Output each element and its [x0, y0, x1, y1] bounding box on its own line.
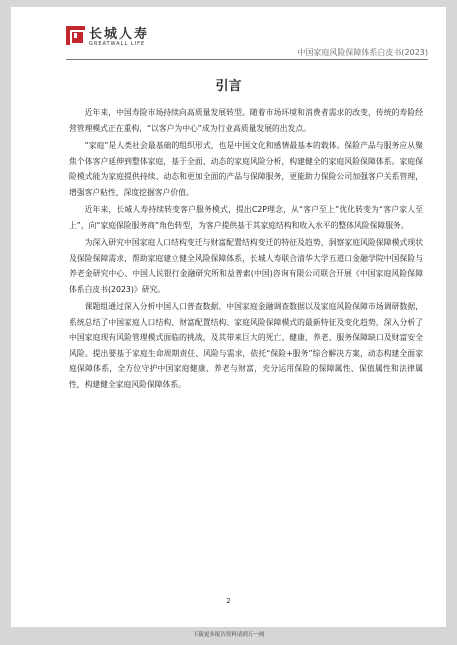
- header-divider: [66, 59, 428, 60]
- paragraph-1: 近年来，中国寿险市场持续向高质量发展转型。随着市场环境和消费者需求的改变，传统的寿险经营管理模式正在重构，“以客户为中心”成为行业高质量发展的出发点。: [69, 108, 423, 133]
- logo-chinese-text: 长城人寿: [89, 27, 150, 42]
- page-number: 2: [226, 597, 231, 605]
- great-wall-logo-icon: [66, 26, 85, 45]
- logo-english-text: GREATWALL LIFE: [89, 41, 146, 47]
- section-title: 引言: [215, 79, 242, 94]
- page-header: [11, 7, 446, 57]
- document-page: [11, 7, 446, 627]
- header-document-title: 中国家庭风险保障体系白皮书(2023): [297, 48, 428, 57]
- paragraph-2: “家庭”是人类社会最基础的组织形式，也是中国文化和感情最基本的载体。保险产品与服务应从聚焦个体客户延伸到整体家庭，基于全面、动态的家庭风险分析，构建健全的家庭风险保障体系。家庭保险模式能为家庭提供持续、动态和更加全面的产品与保障服务，更能助力保险公司加强客户关系管理，增强客户粘性，深度挖掘客户价值。: [69, 141, 423, 197]
- download-footer-note: 下载更多报告资料请到万一网: [192, 632, 265, 638]
- body-text: [69, 105, 423, 394]
- paragraph-5: 课题组通过深入分析中国人口普查数据、中国家庭金融调查数据以及家庭风险保障市场调研数据，系统总结了中国家庭人口结构、财富配置结构、家庭风险保障模式的最新特征及变化趋势，深入分析了中国家庭现有风险管理模式面临的挑战，及其带来巨大的死亡、健康、养老、服务保障缺口及财富安全风险。提出要基于家庭生命周期责任、风险与需求，依托“保险+服务”综合解决方案，动态构建全面家庭保障体系，全方位守护中国家庭健康、养老与财富，充分运用保险的保障属性、保值属性和法律属性，构建健全家庭风险保障体系。: [69, 302, 423, 389]
- paragraph-3: 近年来，长城人寿持续转变客户服务模式，提出C2P理念，从“客户至上”优化转变为“客户家人至上”，向“家庭保险服务商”角色转型，为客户提供基于其家庭结构和收入水平的整体风险保障服务。: [69, 205, 423, 230]
- paragraph-4: 为深入研究中国家庭人口结构变迁与财富配置结构变迁的特征及趋势，洞察家庭风险保障模式现状及保险保障需求，帮助家庭建立健全风险保障体系，长城人寿联合清华大学五道口金融学院中国保险与养老金研究中心、中国人民银行金融研究所和益普索(中国)咨询有限公司联合开展《中国家庭风险保障体系白皮书(2023)》研究。: [69, 238, 423, 294]
